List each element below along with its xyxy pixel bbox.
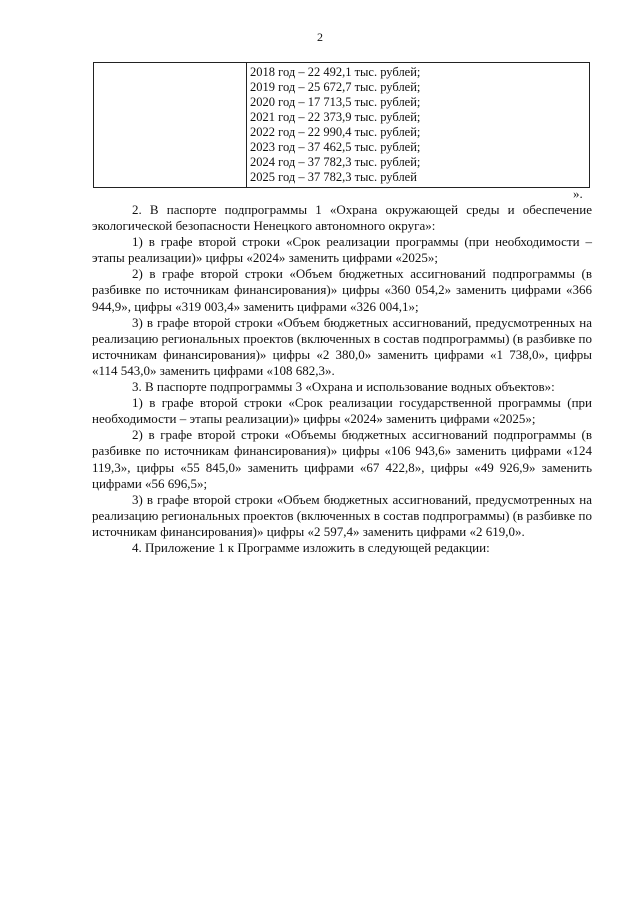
closing-quote: ». <box>573 186 583 201</box>
year-line-2019: 2019 год – 25 672,7 тыс. рублей; <box>250 80 421 94</box>
year-line-2022: 2022 год – 22 990,4 тыс. рублей; <box>250 125 421 139</box>
paragraph-item-2: 2. В паспорте подпрограммы 1 «Охрана окружающей среды и обеспечение экологической безопасности Ненецкого автономного округа»: <box>92 202 592 234</box>
table-row <box>94 63 590 188</box>
page-number: 2 <box>317 30 323 44</box>
paragraph-item-4: 4. Приложение 1 к Программе изложить в следующей редакции: <box>132 539 490 555</box>
paragraph-item-3-3: 3) в графе второй строки «Объем бюджетных ассигнований, предусмотренных на реализацию региональных проектов (включенных в состав подпрограммы) (в разбивке по источникам финансирования)» цифры «2 597,4» заменить цифрами «2 619,0». <box>92 491 592 539</box>
document-body <box>92 202 592 556</box>
funding-by-year-table <box>93 62 590 188</box>
paragraph-item-3-1: 1) в графе второй строки «Срок реализации государственной программы (при необходимости – этапы реализации)» цифры «2024» заменить цифрами «2025»; <box>92 395 592 427</box>
year-line-2018: 2018 год – 22 492,1 тыс. рублей; <box>250 65 421 79</box>
table-years-cell <box>247 63 590 188</box>
paragraph-item-2-2: 2) в графе второй строки «Объем бюджетных ассигнований подпрограммы (в разбивке по источникам финансирования)» цифры «360 054,2» заменить цифрами «366 944,9», цифры «319 003,4» заменить цифрами «326 004,1»; <box>92 266 592 314</box>
year-line-2024: 2024 год – 37 782,3 тыс. рублей; <box>250 155 421 169</box>
year-line-2025: 2025 год – 37 782,3 тыс. рублей <box>250 170 417 184</box>
year-line-2023: 2023 год – 37 462,5 тыс. рублей; <box>250 140 421 154</box>
year-line-2020: 2020 год – 17 713,5 тыс. рублей; <box>250 95 421 109</box>
paragraph-item-2-3: 3) в графе второй строки «Объем бюджетных ассигнований, предусмотренных на реализацию региональных проектов (включенных в состав подпрограммы) (в разбивке по источникам финансирования)» цифры «2 380,0» заменить цифрами «1 738,0», цифры «114 543,0» заменить цифрами «108 682,3». <box>92 314 592 378</box>
paragraph-item-3-2: 2) в графе второй строки «Объемы бюджетных ассигнований подпрограммы (в разбивке по источникам финансирования)» цифры «106 943,6» заменить цифрами «124 119,3», цифры «55 845,0» заменить цифрами «67 422,8», цифры «49 926,9» заменить цифрами «56 696,5»; <box>92 427 592 491</box>
table-left-cell <box>94 63 247 188</box>
year-line-2021: 2021 год – 22 373,9 тыс. рублей; <box>250 110 421 124</box>
paragraph-item-3: 3. В паспорте подпрограммы 3 «Охрана и использование водных объектов»: <box>132 379 555 395</box>
paragraph-item-2-1: 1) в графе второй строки «Срок реализации программы (при необходимости – этапы реализации)» цифры «2024» заменить цифрами «2025»; <box>92 234 592 266</box>
